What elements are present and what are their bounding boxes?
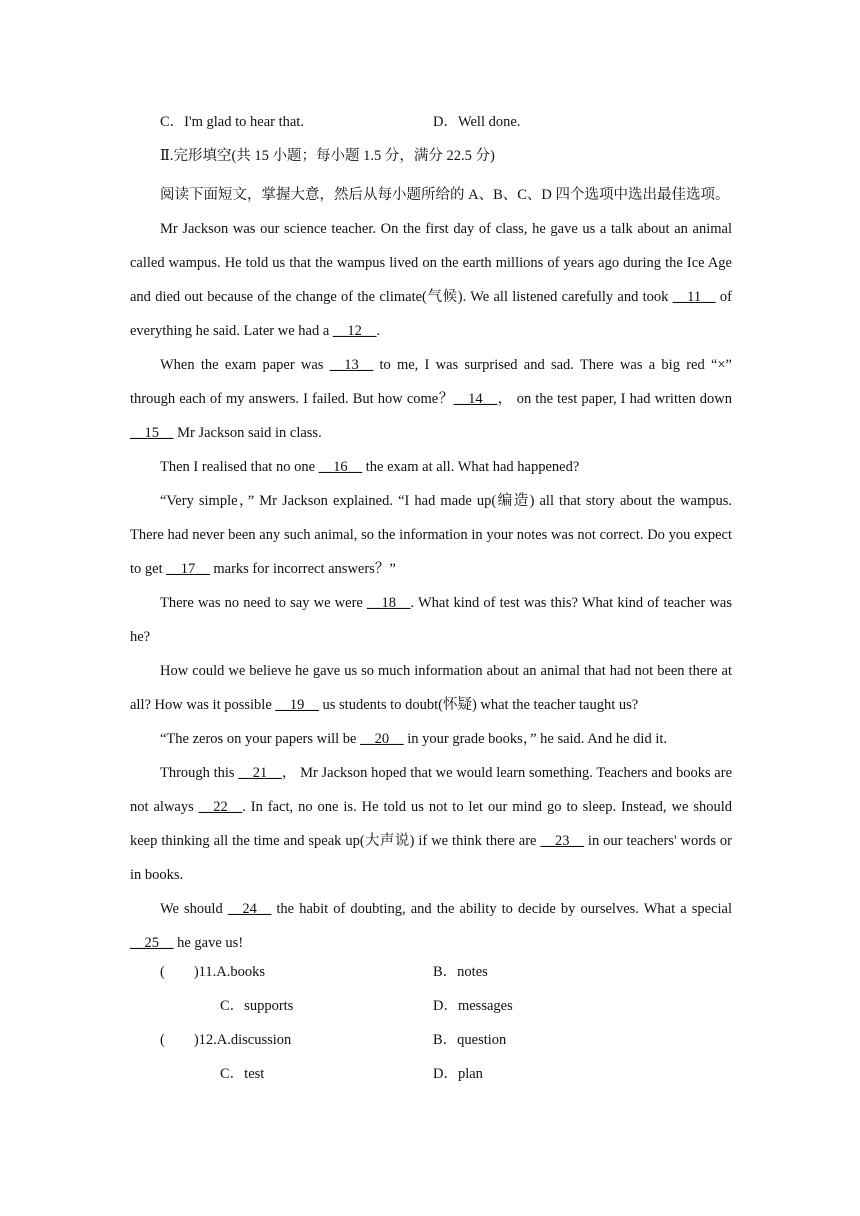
passage-paragraph-3: Then I realised that no one __16__ the exam at all. What had happened? <box>160 459 580 475</box>
question-11 <box>130 960 732 1028</box>
blank-14: __14__ <box>453 391 498 407</box>
question-12-option-d: D．plan <box>433 1066 483 1082</box>
question-12-row-ab <box>130 1028 732 1062</box>
blank-18: __18__ <box>366 595 411 611</box>
question-11-option-c: C．supports <box>220 998 294 1014</box>
question-11-row-cd <box>130 994 732 1028</box>
question-11-stem: ( )11.A.books <box>160 964 265 980</box>
blank-15: __15__ <box>130 425 174 441</box>
passage <box>130 212 732 960</box>
option-d: D．Well done. <box>433 114 521 130</box>
blank-20: __20__ <box>360 731 404 747</box>
blank-16: __16__ <box>318 459 363 475</box>
passage-paragraph-1: Mr Jackson was our science teacher. On the first day of class, he gave us a talk about an animal called wampus. He told us that the wampus lived on the earth millions of years ago during the Ice Age and died out because of the change of the climate(气候). We all listened carefully and took __11__ of everything he said. Later we had a __12__. <box>130 221 732 339</box>
option-c: C．I'm glad to hear that. <box>160 114 304 130</box>
passage-paragraph-6: How could we believe he gave us so much information about an animal that had not been there at all? How was it possible __19__ us students to doubt(怀疑) what the teacher taught us? <box>130 663 732 713</box>
question-12 <box>130 1028 732 1096</box>
blank-19: __19__ <box>275 697 319 713</box>
passage-paragraph-2: When the exam paper was __13__ to me, I was surprised and sad. There was a big red “×” through each of my answers. I failed. But how come？__14__， on the test paper, I had written down __15__ Mr Jackson said in class. <box>130 357 733 441</box>
question-12-stem: ( )12.A.discussion <box>160 1032 292 1048</box>
blank-23: __23__ <box>540 833 584 849</box>
previous-options-row <box>130 110 732 144</box>
blank-12: __12__ <box>332 323 377 339</box>
passage-paragraph-8: Through this __21__， Mr Jackson hoped that we would learn something. Teachers and books are not always __22__. In fact, no one is. He told us not to let our mind go to sleep. Instead, we should keep thinking all the time and speak up(大声说) if we think there are __23__ in our teachers' words or in books. <box>130 765 733 883</box>
passage-paragraph-4: “Very simple，” Mr Jackson explained. “I had made up(编造) all that story about the wampus. There had never been any such animal, so the information in your notes was not correct. Do you expect to get __17__ marks for incorrect answers？” <box>130 493 732 577</box>
question-12-option-c: C．test <box>220 1066 265 1082</box>
blank-21: __21__ <box>238 765 282 781</box>
blank-17: __17__ <box>166 561 210 577</box>
blank-22: __22__ <box>198 799 243 815</box>
question-12-row-cd <box>130 1062 732 1096</box>
question-11-option-b: B．notes <box>433 964 488 980</box>
blank-13: __13__ <box>329 357 374 373</box>
blank-25: __25__ <box>130 935 174 951</box>
question-12-option-b: B．question <box>433 1032 507 1048</box>
instructions-block <box>130 178 732 212</box>
page-content <box>130 110 732 1096</box>
question-11-row-ab <box>130 960 732 994</box>
blank-11: __11__ <box>672 289 716 305</box>
passage-paragraph-5: There was no need to say we were __18__. What kind of test was this? What kind of teacher was he? <box>130 595 732 645</box>
section-title: Ⅱ.完形填空(共 15 小题；每小题 1.5 分，满分 22.5 分) <box>160 148 495 164</box>
passage-paragraph-9: We should __24__ the habit of doubting, and the ability to decide by ourselves. What a special __25__ he gave us! <box>130 901 732 951</box>
instructions-text: 阅读下面短文，掌握大意，然后从每小题所给的 A、B、C、D 四个选项中选出最佳选项。 <box>160 187 730 203</box>
blank-24: __24__ <box>227 901 272 917</box>
question-11-option-d: D．messages <box>433 998 513 1014</box>
passage-paragraph-7: “The zeros on your papers will be __20__ in your grade books，” he said. And he did it. <box>160 731 667 747</box>
